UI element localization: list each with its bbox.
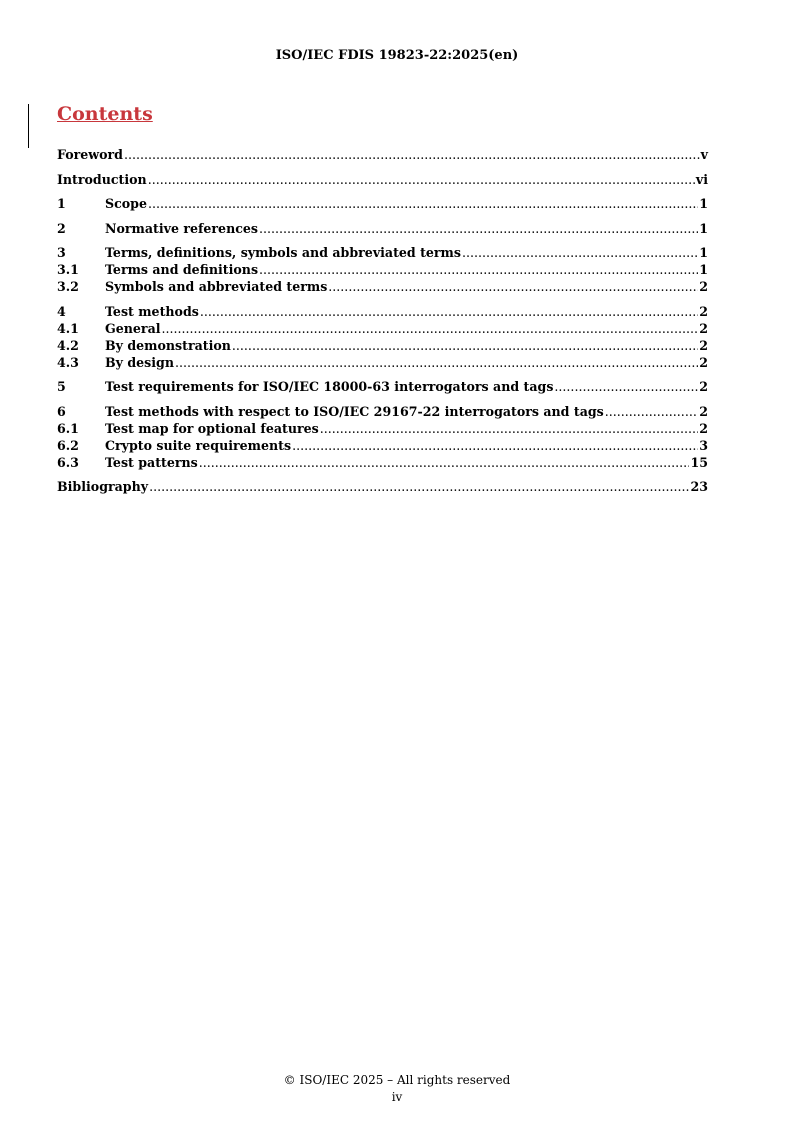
toc-entry-title: By design [105,354,175,370]
toc-entry-page: 2 [699,403,708,419]
toc-entry-bibliography[interactable] [57,478,708,495]
toc-entry-page: 1 [699,196,708,211]
toc-dot-leader [462,244,698,261]
toc-entry-foreword[interactable] [57,146,708,163]
toc-entry-title: By demonstration [105,337,231,353]
page-number: iv [391,1090,403,1104]
toc-entry-number: 4.2 [57,337,79,353]
toc-entry-6-1[interactable] [57,420,708,437]
toc-entry-page: 2 [699,337,708,353]
toc-entry-page: vi [695,171,708,187]
toc-entry-page: 3 [699,437,708,453]
toc-entry-title: Test methods with respect to ISO/IEC 29167-22 interrogators and tags [105,403,604,419]
toc-entry-title: General [105,320,161,336]
toc-entry-page: 2 [699,279,708,294]
toc-entry-title: Terms and definitions [105,262,259,277]
toc-dot-leader [148,195,698,212]
toc-entry-number: 4.3 [57,354,79,370]
toc-entry-page: 23 [690,479,708,494]
toc-dot-leader [605,403,698,420]
toc-entry-number: 4.1 [57,320,79,336]
toc-entry-4[interactable] [57,303,708,320]
toc-entry-title: Test requirements for ISO/IEC 18000-63 interrogators and tags [105,379,554,394]
toc-entry-number: 4 [57,303,66,319]
toc-entry-number: 6.1 [57,420,79,436]
toc-entry-3-2[interactable] [57,278,708,295]
contents-heading: Contents [57,103,153,125]
toc-entry-3[interactable] [57,244,708,261]
copyright-notice: © ISO/IEC 2025 – All rights reserved [283,1073,511,1087]
toc-entry-page: 2 [699,303,708,319]
toc-dot-leader [259,261,698,278]
toc-entry-page: 15 [690,454,708,470]
toc-entry-3-1[interactable] [57,261,708,278]
toc-dot-leader [554,378,698,395]
toc-entry-page: 1 [699,220,708,236]
toc-dot-leader [162,320,699,337]
toc-entry-title: Introduction [57,171,147,187]
toc-entry-title: Test map for optional features [105,420,319,436]
toc-entry-4-2[interactable] [57,337,708,354]
toc-entry-page: 1 [699,245,708,260]
toc-entry-number: 1 [57,196,66,211]
revision-change-bar [28,104,29,148]
toc-entry-introduction[interactable] [57,171,708,188]
page-footer [0,1072,794,1106]
toc-entry-page: 1 [699,262,708,277]
toc-entry-number: 5 [57,379,66,394]
toc-entry-title: Terms, definitions, symbols and abbreviated terms [105,245,461,260]
toc-entry-title: Foreword [57,147,123,162]
toc-entry-4-3[interactable] [57,354,708,371]
toc-entry-number: 2 [57,220,66,236]
toc-entry-1[interactable] [57,195,708,212]
toc-entry-title: Test patterns [105,454,198,470]
toc-dot-leader [292,437,698,454]
toc-entry-6[interactable] [57,403,708,420]
toc-entry-page: 2 [699,379,708,394]
document-header: ISO/IEC FDIS 19823-22:2025(en) [275,48,519,63]
toc-dot-leader [199,454,690,471]
toc-entry-number: 3.1 [57,262,79,277]
toc-entry-title: Bibliography [57,479,149,494]
toc-entry-title: Scope [105,196,147,211]
toc-dot-leader [124,146,700,163]
toc-entry-page: 2 [699,354,708,370]
toc-entry-number: 6.3 [57,454,79,470]
toc-entry-number: 6 [57,403,66,419]
toc-entry-number: 3.2 [57,279,79,294]
toc-entry-title: Symbols and abbreviated terms [105,279,328,294]
toc-dot-leader [232,337,698,354]
toc-entry-page: 2 [699,420,708,436]
table-of-contents [57,146,708,495]
toc-entry-5[interactable] [57,378,708,395]
toc-entry-page: 2 [699,320,708,336]
toc-entry-number: 6.2 [57,437,79,453]
toc-dot-leader [320,420,698,437]
toc-entry-title: Crypto suite requirements [105,437,292,453]
toc-dot-leader [175,354,698,371]
toc-entry-number: 3 [57,245,66,260]
toc-entry-page: v [700,147,708,162]
toc-dot-leader [328,278,698,295]
toc-entry-title: Normative references [105,220,259,236]
toc-dot-leader [200,303,698,320]
toc-entry-4-1[interactable] [57,320,708,337]
toc-entry-6-2[interactable] [57,437,708,454]
toc-entry-6-3[interactable] [57,454,708,471]
toc-entry-2[interactable] [57,220,708,237]
toc-dot-leader [259,220,698,237]
toc-dot-leader [149,478,689,495]
toc-entry-title: Test methods [105,303,199,319]
toc-dot-leader [148,171,695,188]
